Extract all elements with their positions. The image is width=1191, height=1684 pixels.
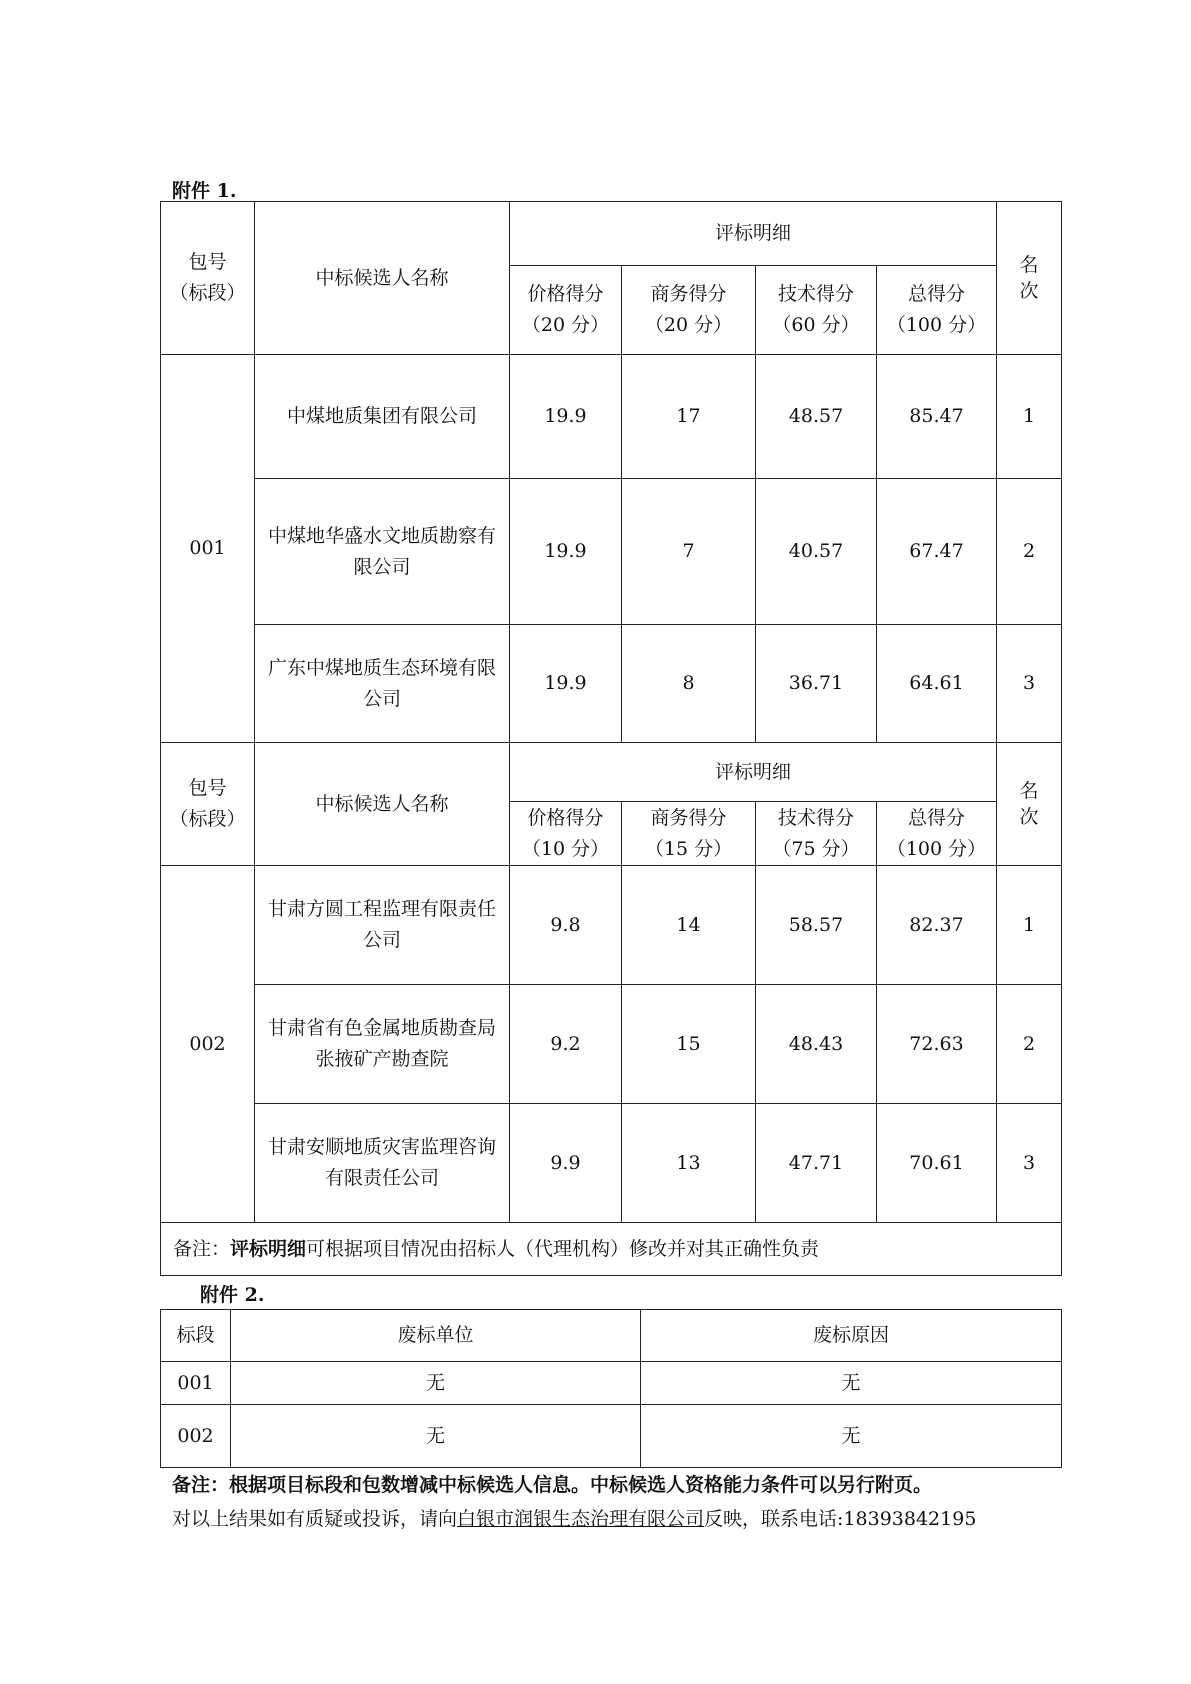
section-number: 001 — [161, 1362, 231, 1405]
note-cell — [161, 1223, 1062, 1276]
total-score: 72.63 — [877, 985, 997, 1104]
tech-score: 36.71 — [756, 625, 877, 743]
package-number: 001 — [161, 355, 255, 743]
candidate-name-header: 中标候选人名称 — [255, 743, 510, 866]
rank: 2 — [997, 479, 1062, 625]
total-score: 64.61 — [877, 625, 997, 743]
rank-header: 名 次 — [997, 202, 1062, 355]
attachment-1-title: 附件 1. — [172, 180, 237, 202]
rank: 2 — [997, 985, 1062, 1104]
candidate-name-header: 中标候选人名称 — [255, 202, 510, 355]
disqualified-bidders-table — [160, 1309, 1062, 1468]
evaluation-detail-header: 评标明细 — [510, 202, 997, 266]
candidate-name: 甘肃方圆工程监理有限责任公司 — [255, 866, 510, 985]
business-score: 14 — [622, 866, 756, 985]
total-score: 67.47 — [877, 479, 997, 625]
evaluation-detail-header: 评标明细 — [510, 743, 997, 802]
footer-note: 备注：根据项目标段和包数增减中标候选人信息。中标候选人资格能力条件可以另行附页。 — [172, 1474, 933, 1496]
disqualified-unit: 无 — [231, 1405, 641, 1468]
candidate-name: 广东中煤地质生态环境有限公司 — [255, 625, 510, 743]
table-row — [161, 1104, 1062, 1223]
business-score: 13 — [622, 1104, 756, 1223]
business-score: 17 — [622, 355, 756, 479]
table-row — [161, 1405, 1062, 1468]
total-score: 70.61 — [877, 1104, 997, 1223]
section-1-header-row — [161, 202, 1062, 266]
note-prefix: 备注： — [173, 1237, 231, 1260]
table-row — [161, 479, 1062, 625]
candidate-name: 甘肃省有色金属地质勘查局张掖矿产勘查院 — [255, 985, 510, 1104]
total-score-header: 总得分 （100 分） — [877, 802, 997, 866]
disqualified-unit: 无 — [231, 1362, 641, 1405]
business-score: 8 — [622, 625, 756, 743]
evaluation-results-table — [160, 201, 1062, 1276]
candidate-name: 中煤地华盛水文地质勘察有限公司 — [255, 479, 510, 625]
contact-company: 白银市润银生态治理有限公司 — [457, 1508, 705, 1530]
note-text: 可根据项目情况由招标人（代理机构）修改并对其正确性负责 — [306, 1237, 820, 1260]
attachment-2-title: 附件 2. — [200, 1284, 265, 1306]
rank: 3 — [997, 1104, 1062, 1223]
price-score-header: 价格得分 （20 分） — [510, 266, 622, 355]
price-score: 9.8 — [510, 866, 622, 985]
tech-score-header: 技术得分 （75 分） — [756, 802, 877, 866]
rank: 3 — [997, 625, 1062, 743]
tech-score: 48.43 — [756, 985, 877, 1104]
contact-suffix: 反映，联系电话:18393842195 — [704, 1508, 977, 1530]
business-score: 15 — [622, 985, 756, 1104]
rank: 1 — [997, 866, 1062, 985]
table-header-row — [161, 1310, 1062, 1362]
disqualified-reason: 无 — [641, 1362, 1062, 1405]
price-score: 9.9 — [510, 1104, 622, 1223]
tech-score: 48.57 — [756, 355, 877, 479]
note-row — [161, 1223, 1062, 1276]
tech-score-header: 技术得分 （60 分） — [756, 266, 877, 355]
section-number: 002 — [161, 1405, 231, 1468]
price-score: 19.9 — [510, 479, 622, 625]
section-header: 标段 — [161, 1310, 231, 1362]
table-row — [161, 1362, 1062, 1405]
package-header: 包号 （标段） — [161, 202, 255, 355]
candidate-name: 中煤地质集团有限公司 — [255, 355, 510, 479]
business-score-header: 商务得分 （15 分） — [622, 802, 756, 866]
contact-prefix: 对以上结果如有质疑或投诉，请向 — [172, 1508, 458, 1530]
total-score: 82.37 — [877, 866, 997, 985]
disqualified-reason-header: 废标原因 — [641, 1310, 1062, 1362]
business-score: 7 — [622, 479, 756, 625]
total-score: 85.47 — [877, 355, 997, 479]
rank: 1 — [997, 355, 1062, 479]
candidate-name: 甘肃安顺地质灾害监理咨询有限责任公司 — [255, 1104, 510, 1223]
price-score-header: 价格得分 （10 分） — [510, 802, 622, 866]
package-header: 包号 （标段） — [161, 743, 255, 866]
price-score: 19.9 — [510, 355, 622, 479]
business-score-header: 商务得分 （20 分） — [622, 266, 756, 355]
price-score: 9.2 — [510, 985, 622, 1104]
table-row — [161, 355, 1062, 479]
table-row — [161, 625, 1062, 743]
disqualified-unit-header: 废标单位 — [231, 1310, 641, 1362]
rank-header: 名 次 — [997, 743, 1062, 866]
tech-score: 58.57 — [756, 866, 877, 985]
table-row — [161, 985, 1062, 1104]
note-bold-text: 评标明细 — [230, 1237, 307, 1260]
disqualified-reason: 无 — [641, 1405, 1062, 1468]
total-score-header: 总得分 （100 分） — [877, 266, 997, 355]
package-number: 002 — [161, 866, 255, 1223]
table-row — [161, 866, 1062, 985]
contact-line — [172, 1504, 976, 1531]
tech-score: 40.57 — [756, 479, 877, 625]
price-score: 19.9 — [510, 625, 622, 743]
section-2-header-row — [161, 743, 1062, 802]
tech-score: 47.71 — [756, 1104, 877, 1223]
